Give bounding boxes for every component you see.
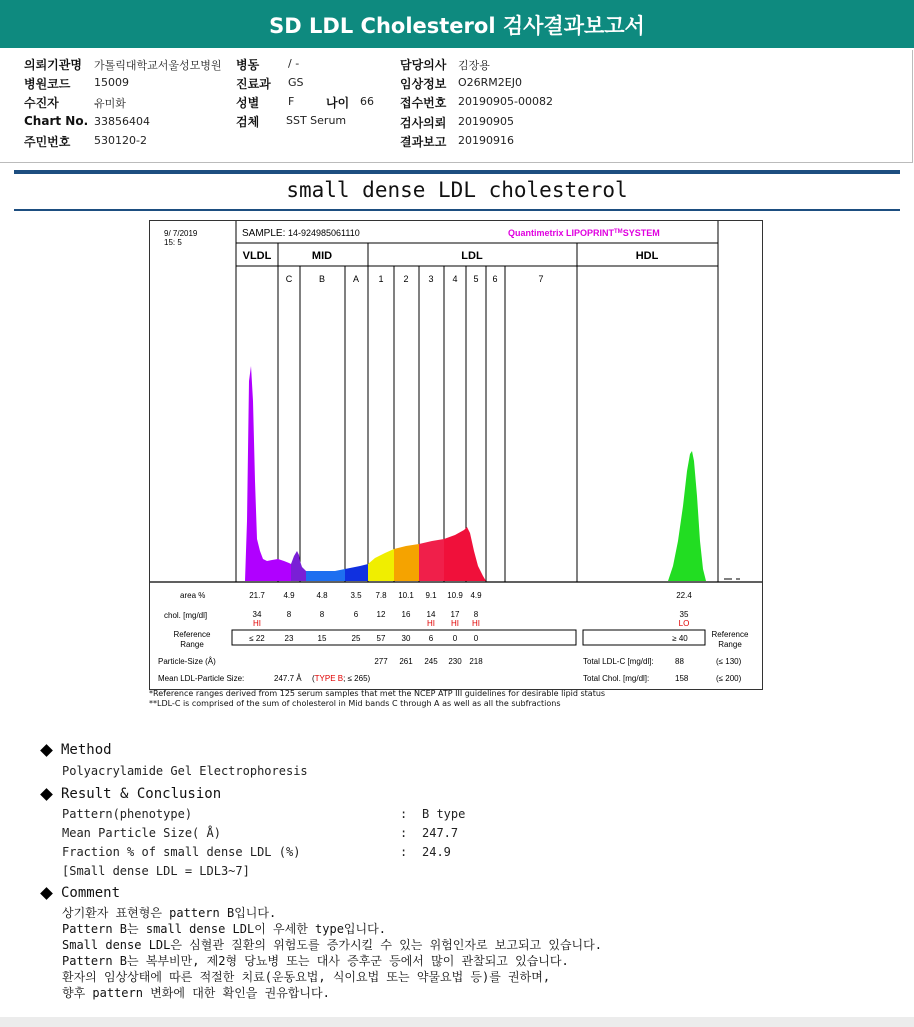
report-date-value: 20190916	[458, 134, 514, 147]
band-label: 3	[428, 274, 434, 284]
ref-row-label: Reference	[173, 630, 211, 639]
hi-flag: HI	[472, 619, 480, 628]
band-label: A	[352, 274, 360, 284]
peak-segment	[345, 564, 368, 581]
chol-row-label: chol. [mg/dl]	[164, 611, 208, 620]
ref-row-label-right: Range	[718, 640, 742, 649]
sex-label: 성별	[236, 96, 260, 110]
clinical-info-label: 임상정보	[400, 77, 447, 91]
particle-size-value: 245	[424, 657, 438, 666]
comment-line: Pattern B는 복부비만, 제2형 당뇨병 또는 대사 증후군 등에서 많이 관찰되고 있습니다.	[62, 954, 569, 968]
age-value: 66	[360, 95, 374, 108]
sex-value: F	[288, 95, 295, 108]
diamond-bullet-icon	[40, 887, 53, 900]
hdl-area-value: 22.4	[676, 591, 692, 600]
type-result: (TYPE B; ≤ 265)	[312, 674, 371, 683]
comment-line: 상기환자 표현형은 pattern B입니다.	[62, 906, 277, 920]
result-label: Fraction % of small dense LDL (%)	[62, 845, 301, 859]
hospital-code-value: 15009	[94, 76, 129, 89]
hdl-ref-value: ≥ 40	[672, 634, 688, 643]
comment-section	[40, 885, 120, 901]
patient-label: 수진자	[24, 96, 59, 110]
ref-value: 6	[428, 634, 434, 643]
hi-flag: HI	[253, 619, 261, 628]
chol-value: 8	[473, 610, 479, 619]
peak-segment	[668, 451, 706, 581]
ref-row-label-right: Reference	[711, 630, 749, 639]
method-heading: Method	[61, 742, 112, 758]
comment-heading: Comment	[61, 885, 121, 901]
lo-flag: LO	[678, 619, 690, 628]
hi-flag: HI	[451, 619, 459, 628]
area-value: 10.1	[398, 591, 414, 600]
result-value: B type	[422, 807, 466, 821]
total-ldl-value: 88	[675, 657, 684, 666]
ward-label: 병동	[236, 58, 260, 72]
doctor-value: 김장용	[458, 59, 490, 72]
id-value: 530120-2	[94, 134, 147, 147]
footnote-1: *Reference ranges derived from 125 serum samples that met the NCEP ATP III guidelines for desirable lipid status	[149, 689, 606, 698]
diamond-bullet-icon	[40, 744, 53, 757]
chol-value: 17	[450, 610, 460, 619]
chol-value: 12	[376, 610, 386, 619]
group-vldl: VLDL	[242, 250, 272, 262]
area-value: 4.9	[470, 591, 482, 600]
specimen-value: SST Serum	[286, 114, 347, 127]
patient-value: 유미화	[94, 97, 126, 110]
ref-value: 0	[473, 634, 479, 643]
result-heading: Result & Conclusion	[61, 786, 222, 802]
total-chol-value: 158	[675, 674, 689, 683]
particle-size-label: Particle-Size (Å)	[158, 657, 216, 666]
institution-value: 가톨릭대학교서울성모병원	[94, 59, 222, 72]
ref-value: 30	[401, 634, 411, 643]
diamond-bullet-icon	[40, 788, 53, 801]
age-label: 나이	[326, 96, 350, 110]
result-value: 24.9	[422, 845, 451, 859]
chart-no-label: Chart No.	[24, 114, 89, 128]
mean-size-label: Mean LDL-Particle Size:	[158, 674, 245, 683]
request-label: 검사의뢰	[400, 116, 447, 130]
run-date: 9/ 7/2019	[164, 229, 198, 238]
peak-segment	[278, 559, 291, 581]
chol-value: 34	[252, 610, 262, 619]
department-label: 진료과	[236, 77, 271, 91]
ref-value: 15	[317, 634, 327, 643]
sample-id: 14-924985061110	[288, 228, 360, 238]
particle-size-value: 261	[399, 657, 413, 666]
group-hdl: HDL	[635, 250, 659, 262]
total-ldl-ref: (≤ 130)	[716, 657, 742, 666]
hi-flag: HI	[427, 619, 435, 628]
area-value: 4.9	[283, 591, 295, 600]
ref-value: 23	[284, 634, 294, 643]
comment-line: Pattern B는 small dense LDL이 우세한 type입니다.	[62, 922, 386, 936]
chol-value: 16	[401, 610, 411, 619]
band-label: C	[285, 274, 293, 284]
band-label: 7	[538, 274, 544, 284]
area-value: 7.8	[375, 591, 387, 600]
chol-value: 8	[286, 610, 292, 619]
group-mid: MID	[311, 250, 333, 262]
request-value: 20190905	[458, 115, 514, 128]
result-sep: :	[400, 826, 408, 840]
result-label: Pattern(phenotype)	[62, 807, 193, 821]
hdl-chol-value: 35	[679, 610, 689, 619]
peak-segment	[419, 539, 444, 581]
band-label: 1	[378, 274, 384, 284]
ref-value: ≤ 22	[249, 634, 265, 643]
department-value: GS	[288, 76, 304, 89]
run-time: 15: 5	[164, 238, 182, 247]
area-value: 4.8	[316, 591, 328, 600]
area-value: 21.7	[249, 591, 265, 600]
divider	[14, 170, 900, 174]
peak-segment	[444, 527, 486, 581]
particle-size-value: 277	[374, 657, 388, 666]
id-label: 주민번호	[24, 135, 71, 149]
report-date-label: 결과보고	[400, 135, 447, 149]
result-label: Mean Particle Size( Å)	[62, 826, 221, 840]
result-note: [Small dense LDL = LDL3~7]	[62, 864, 250, 878]
area-value: 9.1	[425, 591, 437, 600]
ref-value: 57	[376, 634, 386, 643]
band-label: 5	[473, 274, 479, 284]
area-row-label: area %	[180, 591, 206, 600]
clinical-info-value: O26RM2EJ0	[458, 76, 522, 89]
sample-label: SAMPLE:	[242, 228, 286, 239]
result-value: 247.7	[422, 826, 459, 840]
divider	[14, 209, 900, 211]
group-ldl: LDL	[461, 250, 483, 262]
report-header	[0, 0, 914, 48]
chol-value: 14	[426, 610, 436, 619]
particle-size-value: 218	[469, 657, 483, 666]
total-chol-label: Total Chol. [mg/dl]:	[583, 674, 650, 683]
lipoprint-chart	[150, 221, 762, 689]
ref-row-label: Range	[180, 640, 204, 649]
hospital-code-label: 병원코드	[24, 77, 71, 91]
institution-label: 의뢰기관명	[24, 58, 82, 72]
report-title: SD LDL Cholesterol 검사결과보고서	[269, 14, 645, 38]
comment-line: 향후 pattern 변화에 대한 확인을 권유합니다.	[62, 986, 330, 1000]
method-text: Polyacrylamide Gel Electrophoresis	[62, 764, 308, 778]
total-chol-ref: (≤ 200)	[716, 674, 742, 683]
ward-value: / -	[288, 57, 300, 70]
particle-size-value: 230	[448, 657, 462, 666]
chart-no-value: 33856404	[94, 115, 150, 128]
result-section	[40, 786, 221, 802]
peak-segment	[394, 544, 419, 581]
peak-segment	[291, 551, 306, 581]
band-label: 6	[492, 274, 498, 284]
comment-text	[62, 905, 602, 1001]
chol-value: 6	[353, 610, 359, 619]
specimen-label: 검체	[236, 115, 260, 129]
ref-value: 25	[351, 634, 361, 643]
lipoprint-report	[149, 220, 763, 690]
method-section	[40, 742, 112, 758]
peak-segment	[245, 366, 278, 581]
band-label: 4	[452, 274, 458, 284]
doctor-label: 담당의사	[400, 58, 447, 72]
chol-value: 8	[319, 610, 325, 619]
comment-line: 환자의 임상상태에 따른 적절한 치료(운동요법, 식이요법 또는 약물요법 등)를 권하며,	[62, 970, 551, 984]
result-sep: :	[400, 845, 408, 859]
area-value: 3.5	[350, 591, 362, 600]
ref-value: 0	[452, 634, 458, 643]
receipt-value: 20190905-00082	[458, 95, 553, 108]
patient-info	[0, 50, 913, 163]
peak-segment	[306, 569, 345, 581]
system-name: Quantimetrix LIPOPRINT™SYSTEM	[508, 228, 660, 238]
area-value: 10.9	[447, 591, 463, 600]
comment-line: Small dense LDL은 심혈관 질환의 위험도를 증가시킬 수 있는 위험인자로 보고되고 있습니다.	[62, 938, 602, 952]
mean-size-value: 247.7 Å	[274, 674, 302, 683]
total-ldl-label: Total LDL-C [mg/dl]:	[583, 657, 654, 666]
band-label: B	[318, 274, 326, 284]
footnote-2: **LDL-C is comprised of the sum of cholesterol in Mid bands C through A as well as all the subfractions	[149, 699, 561, 708]
band-label: 2	[403, 274, 409, 284]
receipt-label: 접수번호	[400, 96, 447, 110]
peak-segment	[368, 549, 394, 581]
result-sep: :	[400, 807, 408, 821]
section-title: small dense LDL cholesterol	[286, 178, 628, 202]
